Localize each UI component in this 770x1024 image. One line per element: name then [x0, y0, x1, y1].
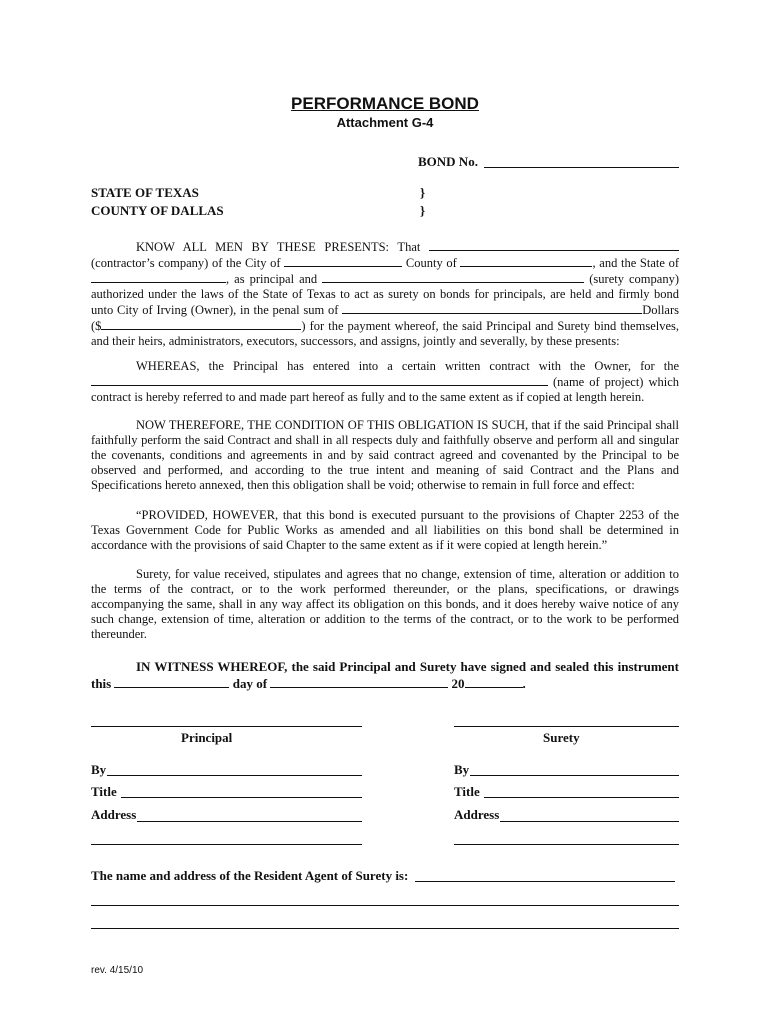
penal-sum-words-field[interactable] — [342, 302, 642, 314]
p1-line-2 — [91, 255, 679, 271]
witness-line-2 — [91, 675, 679, 692]
surety-address-field[interactable] — [500, 821, 679, 822]
contractor-company-field[interactable] — [429, 239, 679, 251]
county-field[interactable] — [460, 255, 592, 267]
principal-title-field[interactable] — [121, 797, 362, 798]
paragraph-now-therefore: NOW THEREFORE, THE CONDITION OF THIS OBLIGATION IS SUCH, that if the said Principal shall faithfully perform the said Contract and shall in all respects duly and faithfully observe and perform all and singular the covenants, conditions and agreements in and by said contract agreed and covenanted by the Principal to be observed and performed, and according to the true intent and meaning of said Contract and the Plans and Specifications hereto annexed, then this obligation shall be void; otherwise to remain in full force and effect: — [91, 418, 679, 492]
paragraph-provided-however: “PROVIDED, HOWEVER, that this bond is executed pursuant to the provisions of Chapter 2253 of the Texas Government Code for Public Works as amended and all liabilities on this bond shall be determined in accordance with the provisions of said Chapter to the same extent as if it were copied at length herein.” — [91, 508, 679, 552]
year-field[interactable] — [465, 676, 523, 688]
bond-no-field[interactable] — [484, 167, 679, 168]
p1-line-5 — [91, 302, 679, 318]
surety-by-label: By — [454, 762, 470, 777]
surety-title-label: Title — [454, 784, 480, 799]
p2-line-3: contract is hereby referred to and made part hereof as fully and to the same extent as if copied at length herein. — [91, 390, 645, 404]
project-name-field[interactable] — [91, 374, 548, 386]
month-field[interactable] — [270, 676, 448, 688]
p1-line-4: authorized under the laws of the State of Texas to act as surety on bonds for principals, are held and firmly bond — [91, 287, 679, 301]
principal-address-line-2[interactable] — [91, 844, 362, 845]
surety-signature-line[interactable] — [454, 726, 679, 727]
witness-text: 20 — [451, 676, 465, 691]
p1-line-3 — [91, 271, 679, 287]
principal-by-label: By — [91, 762, 107, 777]
p1-line-6 — [91, 318, 679, 334]
principal-by-field[interactable] — [107, 775, 362, 776]
p1-text: , and the State of — [592, 256, 679, 270]
p2-line-2 — [91, 374, 679, 390]
surety-company-field[interactable] — [322, 271, 584, 283]
penal-sum-amount-field[interactable] — [101, 318, 301, 330]
surety-title-field[interactable] — [484, 797, 679, 798]
principal-address-field[interactable] — [137, 821, 362, 822]
bond-no-label: BOND No. — [418, 154, 478, 169]
state-label: STATE OF TEXAS — [91, 185, 199, 200]
attachment-subtitle: Attachment G-4 — [336, 115, 434, 130]
p1-text: ($ — [91, 319, 102, 333]
resident-agent-field[interactable] — [415, 881, 675, 882]
surety-address-label: Address — [454, 807, 500, 822]
p1-text: ) for the payment whereof, the said Principal and Surety bind themselves, — [301, 319, 679, 333]
p1-text: (contractor’s company) of the City of — [91, 256, 281, 270]
surety-label: Surety — [543, 730, 580, 745]
p1-text: unto City of Irving (Owner), in the penal sum of — [91, 303, 339, 317]
witness-text: day of — [232, 676, 268, 691]
resident-agent-line-2[interactable] — [91, 905, 679, 906]
witness-text: . — [522, 676, 526, 691]
p1-line-7: and their heirs, administrators, executors, successors, and assigns, jointly and severally, by these presents: — [91, 334, 620, 348]
p2-text: (name of project) which — [552, 375, 679, 389]
revision-footer: rev. 4/15/10 — [91, 965, 144, 976]
principal-label: Principal — [181, 730, 233, 745]
surety-address-line-2[interactable] — [454, 844, 679, 845]
witness-text: this — [91, 676, 112, 691]
resident-agent-label: The name and address of the Resident Agent of Surety is: — [91, 868, 409, 883]
principal-signature-line[interactable] — [91, 726, 362, 727]
p1-text: Dollars — [642, 303, 680, 317]
page-title: PERFORMANCE BOND — [291, 94, 479, 113]
p1-line-1 — [91, 239, 679, 255]
county-label: COUNTY OF DALLAS — [91, 203, 224, 218]
witness-line-1: IN WITNESS WHEREOF, the said Principal and Surety have signed and sealed this instrument — [136, 659, 679, 674]
p1-text: KNOW ALL MEN BY THESE PRESENTS: That — [136, 240, 421, 254]
witness-clause — [91, 658, 679, 692]
paragraph-whereas — [91, 359, 679, 405]
city-field[interactable] — [284, 255, 402, 267]
brace-2: } — [420, 203, 426, 218]
resident-agent-line-3[interactable] — [91, 928, 679, 929]
surety-by-field[interactable] — [470, 775, 679, 776]
principal-address-label: Address — [91, 807, 137, 822]
paragraph-surety-stipulates: Surety, for value received, stipulates and agrees that no change, extension of time, alteration or addition to the terms of the contract, or to the work performed thereunder, or the plans, specifications, or drawings accompanying the same, shall in any way affect its obligation on this bonds, and it does hereby waive notice of any such change, extension of time, alteration or addition to the terms of the contract, or to the work to be performed thereunder. — [91, 567, 679, 641]
p1-text: , as principal and — [226, 272, 318, 286]
p1-text: County of — [405, 256, 457, 270]
principal-title-label: Title — [91, 784, 117, 799]
p1-text: (surety company) — [589, 272, 679, 286]
paragraph-know-all-men — [91, 239, 679, 349]
p2-line-1: WHEREAS, the Principal has entered into a certain written contract with the Owner, for the — [136, 359, 679, 373]
day-field[interactable] — [114, 676, 229, 688]
brace-1: } — [420, 185, 426, 200]
state-field[interactable] — [91, 271, 226, 283]
